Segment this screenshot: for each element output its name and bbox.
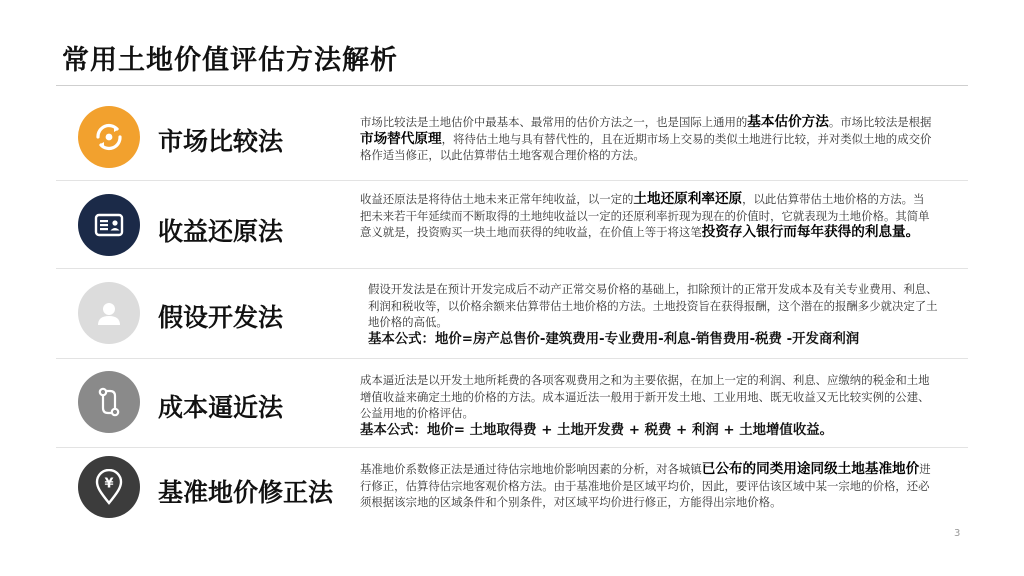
path-icon xyxy=(78,371,140,433)
emphasis-text: 投资存入银行而每年获得的利息量。 xyxy=(701,224,920,240)
emphasis-text: 土地还原利率还原 xyxy=(633,191,743,207)
id-card-icon xyxy=(78,194,140,256)
description-text: 成本逼近法是以开发土地所耗费的各项客观费用之和为主要依据，在加上一定的利润、利息、应缴纳的税金和土地增值收益来确定土地的价格的方法。成本逼近法一般用于新开发土地、工业用地、既无收益又无比较实例的公建、公益用地的价格评估。 xyxy=(360,373,930,420)
page-number: 3 xyxy=(954,528,961,539)
description-text: 市场比较法是土地估价中最基本、最常用的估价方法之一，也是国际上通用的 xyxy=(360,115,748,129)
method-description xyxy=(360,372,934,439)
emphasis-text: 已公布的同类用途同级土地基准地价 xyxy=(701,461,920,477)
description-text: 进行修正，估算待估宗地客观价格方法。由于基准地价是区域平均价，因此，要评估该区域中某一宗地的价格，还必须根据该宗地的区域条件和个别条件，对区域平均价进行修正，方能得出宗地价格。 xyxy=(360,462,931,509)
description-text: 假设开发法是在预计开发完成后不动产正常交易价格的基础上，扣除预计的正常开发成本及有关专业费用、利息、利润和税收等，以价格余额来估算带估土地价格的方法。土地投资旨在获得报酬，这个潜在的报酬多少就决定了土地价格的高低。 xyxy=(368,282,938,329)
title-divider xyxy=(56,85,968,86)
formula-text: 基本公式：地价= 土地取得费 + 土地开发费 + 税费 + 利润 + 土地增值收益。 xyxy=(360,422,833,438)
method-name: 成本逼近法 xyxy=(158,393,284,422)
description-text: 。市场比较法是根据 xyxy=(828,115,932,129)
row-divider xyxy=(56,358,968,359)
method-name: 收益还原法 xyxy=(158,217,284,246)
method-description xyxy=(360,461,934,511)
emphasis-text: 基本估价方法 xyxy=(747,114,829,130)
row-divider xyxy=(56,180,968,181)
method-description xyxy=(360,114,934,164)
row-divider xyxy=(56,268,968,269)
description-text: ，将待估土地与具有替代性的，且在近期市场上交易的类似土地进行比较，并对类似土地的成交价格作适当修正，以此估算带估土地客观合理价格的方法。 xyxy=(360,131,932,162)
row-divider xyxy=(56,447,968,448)
method-name: 基准地价修正法 xyxy=(158,478,334,507)
method-description xyxy=(360,191,934,241)
svg-text:¥: ¥ xyxy=(104,476,114,492)
yen-pin-icon xyxy=(78,456,140,518)
description-text: 收益还原法是将待估土地未来正常年纯收益，以一定的 xyxy=(360,192,634,206)
method-name: 假设开发法 xyxy=(158,303,284,332)
description-text: 基准地价系数修正法是通过待估宗地地价影响因素的分析，对各城镇 xyxy=(360,462,702,476)
method-name: 市场比较法 xyxy=(158,127,284,156)
page-title: 常用土地价值评估方法解析 xyxy=(62,45,398,76)
user-icon xyxy=(78,282,140,344)
sync-icon xyxy=(78,106,140,168)
description-text: ，以此估算带估土地价格的方法。当把未来若干年延续而不断取得的土地纯收益以一定的还原利率折现为现在的价值时，它就表现为土地价格。其简单意义就是，投资购买一块土地而获得的纯收益，在价值上等于将这笔 xyxy=(360,192,930,239)
emphasis-text: 市场替代原理 xyxy=(360,130,442,147)
formula-text: 基本公式：地价=房产总售价-建筑费用-专业费用-利息-销售费用-税费 -开发商利润 xyxy=(368,331,860,347)
method-description xyxy=(368,281,938,348)
